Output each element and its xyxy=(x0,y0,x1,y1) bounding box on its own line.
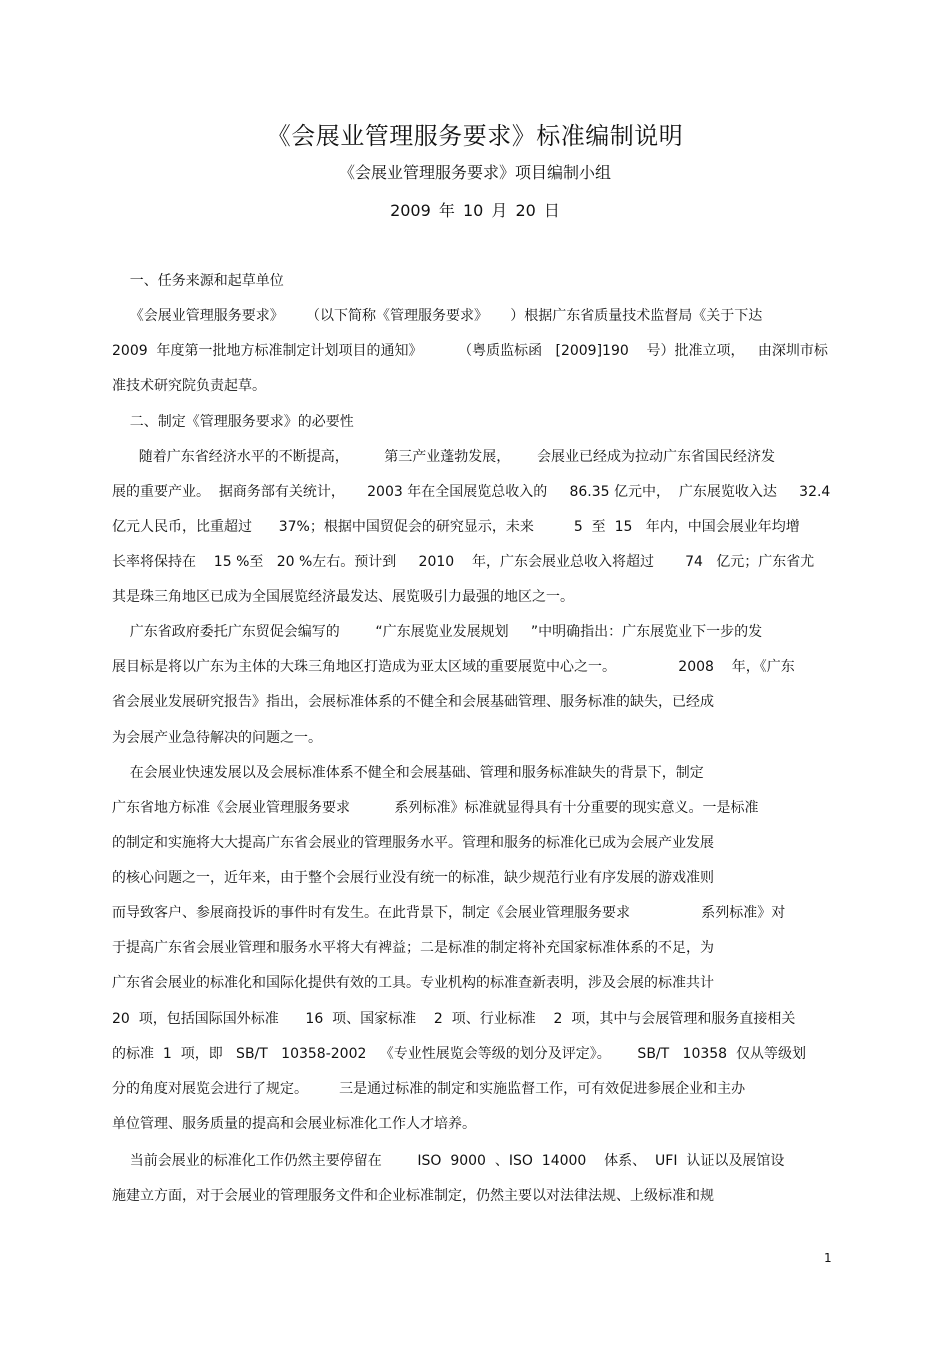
paragraph-line: 的标准 1 项，即 SB/T 10358-2002 《专业性展览会等级的划分及评定》。 SB/T 10358 仅从等级划 xyxy=(112,1046,806,1062)
paragraph-line: 广东省会展业的标准化和国际化提供有效的工具。专业机构的标准查新表明，涉及会展的标准共计 xyxy=(112,975,714,991)
paragraph-line: 为会展产业急待解决的问题之一。 xyxy=(112,730,322,746)
paragraph-line: 广东省地方标准《会展业管理服务要求 系列标准》标准就显得具有十分重要的现实意义。一是标准 xyxy=(112,800,759,816)
paragraph-line: 省会展业发展研究报告》指出，会展标准体系的不健全和会展基础管理、服务标准的缺失，已经成 xyxy=(112,694,714,710)
paragraph-line: 施建立方面，对于会展业的管理服务文件和企业标准制定，仍然主要以对法律法规、上级标准和规 xyxy=(112,1188,714,1204)
paragraph-line: 展的重要产业。 据商务部有关统计， 2003 年在全国展览总收入的 86.35 亿元中， 广东展览收入达 32.4 xyxy=(112,484,831,500)
paragraph-line: 当前会展业的标准化工作仍然主要停留在 ISO 9000 、ISO 14000 体系、 UFI 认证以及展馆设 xyxy=(112,1153,785,1169)
paragraph-line: 的核心问题之一，近年来，由于整个会展行业没有统一的标准，缺少规范行业有序发展的游戏准则 xyxy=(112,870,714,886)
paragraph-line: 于提高广东省会展业管理和服务水平将大有裨益；二是标准的制定将补充国家标准体系的不足，为 xyxy=(112,940,714,956)
paragraph-line: 单位管理、服务质量的提高和会展业标准化工作人才培养。 xyxy=(112,1116,476,1132)
paragraph-line: 其是珠三角地区已成为全国展览经济最发达、展览吸引力最强的地区之一。 xyxy=(112,589,574,605)
paragraph-line: 展目标是将以广东为主体的大珠三角地区打造成为亚太区域的重要展览中心之一。 2008 年，《广东 xyxy=(112,659,795,675)
paragraph-line: 随着广东省经济水平的不断提高， 第三产业蓬勃发展， 会展业已经成为拉动广东省国民经济发 xyxy=(112,449,776,465)
paragraph-line: 《会展业管理服务要求》 （以下简称《管理服务要求》 ）根据广东省质量技术监督局《关于下达 xyxy=(112,308,763,324)
paragraph-line: 2009 年度第一批地方标准制定计划项目的通知》 （粤质监标函 [2009]190 号）批准立项， 由深圳市标 xyxy=(112,343,828,359)
paragraph-line: 20 项，包括国际国外标准 16 项、国家标准 2 项、行业标准 2 项，其中与会展管理和服务直接相关 xyxy=(112,1011,796,1027)
paragraph-line: 长率将保持在 15 %至 20 %左右。预计到 2010 年，广东会展业总收入将超过 74 亿元；广东省尤 xyxy=(112,554,815,570)
paragraph-line: 的制定和实施将大大提高广东省会展业的管理服务水平。管理和服务的标准化已成为会展产业发展 xyxy=(112,835,714,851)
paragraph-line: 亿元人民币，比重超过 37%；根据中国贸促会的研究显示，未来 5 至 15 年内，中国会展业年均增 xyxy=(112,519,800,535)
paragraph-line: 而导致客户、参展商投诉的事件时有发生。在此背景下，制定《会展业管理服务要求 系列标准》对 xyxy=(112,905,786,921)
document-subtitle: 《会展业管理服务要求》项目编制小组 xyxy=(338,163,611,182)
page-number: 1 xyxy=(824,1251,832,1265)
paragraph-line: 在会展业快速发展以及会展标准体系不健全和会展基础、管理和服务标准缺失的背景下，制定 xyxy=(112,765,704,781)
paragraph-line: 准技术研究院负责起草。 xyxy=(112,378,266,394)
document-date: 2009 年 10 月 20 日 xyxy=(390,201,560,220)
paragraph-line: 分的角度对展览会进行了规定。 三是通过标准的制定和实施监督工作，可有效促进参展企业和主办 xyxy=(112,1081,746,1097)
paragraph-line: 广东省政府委托广东贸促会编写的 “广东展览业发展规划 ”中明确指出：广东展览业下一步的发 xyxy=(112,624,763,640)
section-heading: 一、任务来源和起草单位 xyxy=(112,273,284,289)
section-heading: 二、制定《管理服务要求》的必要性 xyxy=(112,414,354,430)
document-title: 《会展业管理服务要求》标准编制说明 xyxy=(266,122,684,150)
